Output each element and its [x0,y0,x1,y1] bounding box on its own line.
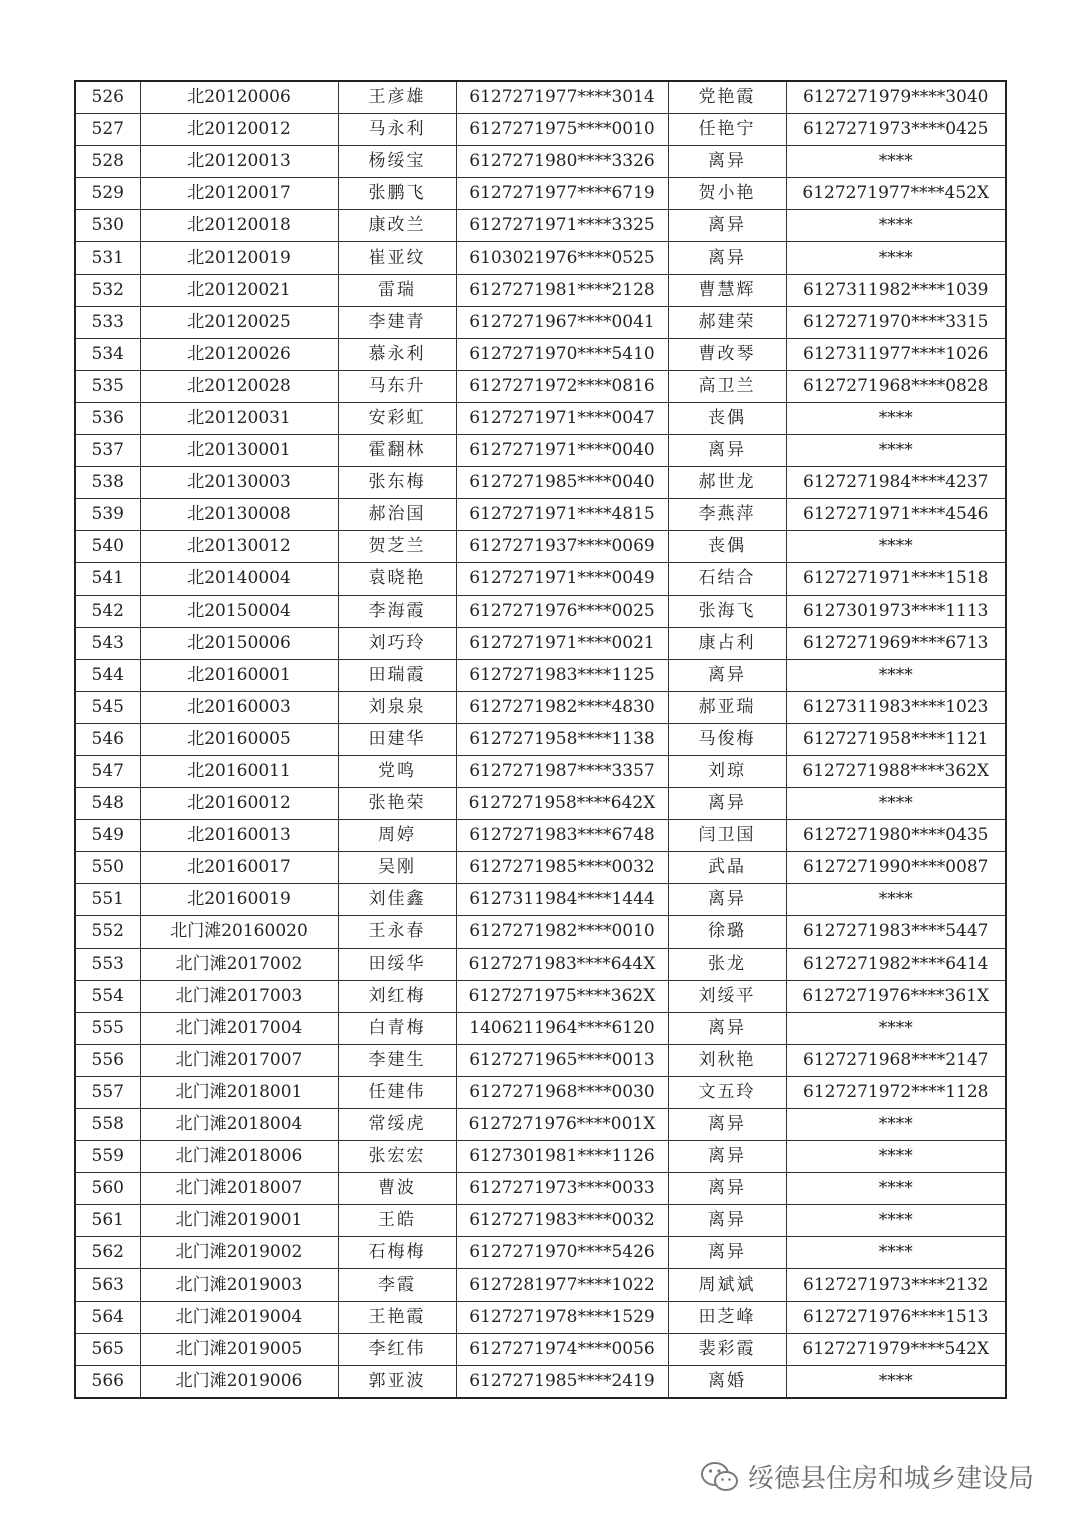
spouse-id-number: **** [786,659,1006,691]
table-row [75,435,1006,467]
applicant-name: 刘红梅 [338,980,456,1012]
spouse-id-number: 6127311977****1026 [786,338,1006,370]
spouse-id-number: 6127311983****1023 [786,691,1006,723]
table-row [75,1365,1006,1398]
spouse-id-number: 6127271973****0425 [786,114,1006,146]
applicant-id-number: 6127281977****1022 [456,1269,668,1301]
spouse-name: 曹改琴 [668,338,786,370]
row-number: 560 [75,1173,140,1205]
row-number: 541 [75,563,140,595]
spouse-name: 李燕萍 [668,499,786,531]
row-number: 545 [75,691,140,723]
household-id: 北20140004 [140,563,338,595]
row-number: 540 [75,531,140,563]
row-number: 531 [75,242,140,274]
table-row [75,659,1006,691]
spouse-name: 离婚 [668,1365,786,1398]
household-id: 北20130001 [140,435,338,467]
applicant-name: 吴刚 [338,852,456,884]
spouse-id-number: 6127271984****4237 [786,467,1006,499]
applicant-id-number: 6127271981****2128 [456,274,668,306]
applicant-id-number: 6127311984****1444 [456,884,668,916]
table-row [75,467,1006,499]
row-number: 564 [75,1301,140,1333]
household-id: 北门滩20160020 [140,916,338,948]
household-id: 北20120012 [140,114,338,146]
spouse-name: 离异 [668,659,786,691]
household-id: 北门滩2018006 [140,1141,338,1173]
applicant-name: 刘泉泉 [338,691,456,723]
table-row [75,402,1006,434]
spouse-name: 离异 [668,435,786,467]
row-number: 559 [75,1141,140,1173]
applicant-id-number: 6127271982****0010 [456,916,668,948]
table-row [75,788,1006,820]
spouse-name: 刘秋艳 [668,1044,786,1076]
table-row [75,1269,1006,1301]
applicant-name: 曹波 [338,1173,456,1205]
spouse-id-number: 6127271982****6414 [786,948,1006,980]
applicant-name: 杨绥宝 [338,146,456,178]
applicant-name: 崔亚纹 [338,242,456,274]
spouse-id-number: **** [786,1109,1006,1141]
row-number: 563 [75,1269,140,1301]
applicant-id-number: 6127271972****0816 [456,370,668,402]
applicant-name: 贺芝兰 [338,531,456,563]
spouse-id-number: **** [786,1237,1006,1269]
applicant-id-number: 6127271971****0021 [456,627,668,659]
table-row [75,852,1006,884]
spouse-name: 文五玲 [668,1076,786,1108]
spouse-id-number: **** [786,402,1006,434]
applicant-id-number: 6127271958****642X [456,788,668,820]
spouse-id-number: 6127271968****2147 [786,1044,1006,1076]
table-row [75,210,1006,242]
spouse-id-number: 6127271958****1121 [786,723,1006,755]
table-row [75,114,1006,146]
table-row [75,1173,1006,1205]
table-row [75,242,1006,274]
applicant-id-number: 6127271968****0030 [456,1076,668,1108]
spouse-id-number: 6127271983****5447 [786,916,1006,948]
applicant-id-number: 6127271970****5426 [456,1237,668,1269]
spouse-name: 党艳霞 [668,81,786,114]
household-roster-table [74,80,1007,1399]
applicant-id-number: 6127271983****0032 [456,1205,668,1237]
row-number: 526 [75,81,140,114]
table-row [75,691,1006,723]
household-id: 北20150004 [140,595,338,627]
row-number: 547 [75,755,140,787]
spouse-name: 裴彩霞 [668,1333,786,1365]
household-id: 北20120028 [140,370,338,402]
household-id: 北门滩2018004 [140,1109,338,1141]
applicant-name: 张鹏飞 [338,178,456,210]
row-number: 546 [75,723,140,755]
applicant-id-number: 6103021976****0525 [456,242,668,274]
applicant-id-number: 6127271976****001X [456,1109,668,1141]
spouse-id-number: 6127271973****2132 [786,1269,1006,1301]
row-number: 529 [75,178,140,210]
table-row [75,595,1006,627]
household-id: 北门滩2019004 [140,1301,338,1333]
row-number: 557 [75,1076,140,1108]
row-number: 534 [75,338,140,370]
applicant-id-number: 6127271971****4815 [456,499,668,531]
applicant-id-number: 6127271977****3014 [456,81,668,114]
row-number: 555 [75,1012,140,1044]
applicant-name: 王皓 [338,1205,456,1237]
applicant-id-number: 6127271937****0069 [456,531,668,563]
applicant-name: 李霞 [338,1269,456,1301]
spouse-name: 离异 [668,146,786,178]
household-id: 北20130003 [140,467,338,499]
household-id: 北门滩2017002 [140,948,338,980]
applicant-name: 慕永利 [338,338,456,370]
table-row [75,338,1006,370]
table-row [75,178,1006,210]
household-id: 北门滩2019006 [140,1365,338,1398]
table-row [75,499,1006,531]
applicant-name: 张艳荣 [338,788,456,820]
applicant-name: 郭亚波 [338,1365,456,1398]
applicant-id-number: 6127271974****0056 [456,1333,668,1365]
table-row [75,948,1006,980]
table-row [75,81,1006,114]
household-id: 北20160012 [140,788,338,820]
spouse-name: 离异 [668,1237,786,1269]
household-id: 北门滩2019005 [140,1333,338,1365]
household-id: 北20120026 [140,338,338,370]
spouse-id-number: **** [786,1012,1006,1044]
row-number: 550 [75,852,140,884]
spouse-name: 武晶 [668,852,786,884]
applicant-id-number: 6127271971****0049 [456,563,668,595]
household-id: 北20120019 [140,242,338,274]
row-number: 542 [75,595,140,627]
table-row [75,755,1006,787]
spouse-name: 张龙 [668,948,786,980]
applicant-name: 任建伟 [338,1076,456,1108]
applicant-id-number: 6127271971****0040 [456,435,668,467]
spouse-name: 离异 [668,1205,786,1237]
applicant-name: 田绥华 [338,948,456,980]
spouse-name: 离异 [668,1109,786,1141]
spouse-name: 离异 [668,242,786,274]
spouse-id-number: 6127271968****0828 [786,370,1006,402]
spouse-id-number: **** [786,1141,1006,1173]
applicant-name: 马永利 [338,114,456,146]
table-row [75,916,1006,948]
applicant-id-number: 6127271985****0032 [456,852,668,884]
spouse-name: 丧偶 [668,402,786,434]
table-row [75,1333,1006,1365]
applicant-id-number: 6127271983****1125 [456,659,668,691]
household-id: 北20160011 [140,755,338,787]
applicant-id-number: 1406211964****6120 [456,1012,668,1044]
spouse-name: 离异 [668,210,786,242]
spouse-id-number: **** [786,242,1006,274]
applicant-name: 李建生 [338,1044,456,1076]
applicant-name: 张东梅 [338,467,456,499]
spouse-name: 徐璐 [668,916,786,948]
spouse-name: 离异 [668,788,786,820]
applicant-name: 安彩虹 [338,402,456,434]
spouse-name: 田芝峰 [668,1301,786,1333]
row-number: 537 [75,435,140,467]
household-id: 北20120017 [140,178,338,210]
household-id: 北门滩2019002 [140,1237,338,1269]
household-id: 北20120013 [140,146,338,178]
applicant-id-number: 6127271985****0040 [456,467,668,499]
applicant-id-number: 6127271971****0047 [456,402,668,434]
table-row [75,146,1006,178]
applicant-id-number: 6127271985****2419 [456,1365,668,1398]
spouse-id-number: **** [786,210,1006,242]
spouse-id-number: 6127271988****362X [786,755,1006,787]
spouse-id-number: **** [786,1173,1006,1205]
applicant-id-number: 6127271975****0010 [456,114,668,146]
table-row [75,563,1006,595]
household-id: 北20120025 [140,306,338,338]
household-id: 北门滩2019001 [140,1205,338,1237]
spouse-name: 离异 [668,1173,786,1205]
household-id: 北20120031 [140,402,338,434]
household-id: 北20120018 [140,210,338,242]
applicant-name: 田建华 [338,723,456,755]
wechat-icon [700,1460,740,1494]
table-row [75,531,1006,563]
applicant-name: 王永春 [338,916,456,948]
spouse-name: 闫卫国 [668,820,786,852]
applicant-id-number: 6127271980****3326 [456,146,668,178]
applicant-name: 张宏宏 [338,1141,456,1173]
spouse-id-number: **** [786,435,1006,467]
spouse-id-number: **** [786,146,1006,178]
applicant-name: 田瑞霞 [338,659,456,691]
applicant-id-number: 6127271965****0013 [456,1044,668,1076]
spouse-name: 石结合 [668,563,786,595]
applicant-id-number: 6127271971****3325 [456,210,668,242]
spouse-id-number: **** [786,1205,1006,1237]
row-number: 536 [75,402,140,434]
applicant-name: 康改兰 [338,210,456,242]
household-id: 北20150006 [140,627,338,659]
household-id: 北20160001 [140,659,338,691]
table-row [75,1205,1006,1237]
table-row [75,1044,1006,1076]
applicant-name: 雷瑞 [338,274,456,306]
row-number: 539 [75,499,140,531]
row-number: 562 [75,1237,140,1269]
spouse-id-number: 6127271977****452X [786,178,1006,210]
applicant-id-number: 6127271967****0041 [456,306,668,338]
applicant-id-number: 6127271958****1138 [456,723,668,755]
applicant-name: 霍翻林 [338,435,456,467]
spouse-name: 张海飞 [668,595,786,627]
household-id: 北门滩2019003 [140,1269,338,1301]
applicant-id-number: 6127271978****1529 [456,1301,668,1333]
spouse-id-number: 6127271976****1513 [786,1301,1006,1333]
applicant-name: 马东升 [338,370,456,402]
applicant-id-number: 6127301981****1126 [456,1141,668,1173]
applicant-name: 李海霞 [338,595,456,627]
household-id: 北门滩2018007 [140,1173,338,1205]
spouse-name: 离异 [668,1012,786,1044]
row-number: 556 [75,1044,140,1076]
row-number: 549 [75,820,140,852]
applicant-id-number: 6127271975****362X [456,980,668,1012]
table-row [75,274,1006,306]
spouse-id-number: 6127271972****1128 [786,1076,1006,1108]
applicant-name: 李建青 [338,306,456,338]
spouse-name: 离异 [668,884,786,916]
applicant-name: 周婷 [338,820,456,852]
row-number: 544 [75,659,140,691]
applicant-name: 白青梅 [338,1012,456,1044]
table-row [75,723,1006,755]
spouse-name: 离异 [668,1141,786,1173]
row-number: 554 [75,980,140,1012]
spouse-id-number: 6127271979****3040 [786,81,1006,114]
row-number: 566 [75,1365,140,1398]
row-number: 551 [75,884,140,916]
spouse-name: 刘琼 [668,755,786,787]
spouse-name: 任艳宁 [668,114,786,146]
row-number: 532 [75,274,140,306]
spouse-id-number: 6127301973****1113 [786,595,1006,627]
applicant-name: 石梅梅 [338,1237,456,1269]
applicant-id-number: 6127271987****3357 [456,755,668,787]
table-row [75,306,1006,338]
applicant-name: 王艳霞 [338,1301,456,1333]
applicant-id-number: 6127271973****0033 [456,1173,668,1205]
table-row [75,370,1006,402]
spouse-id-number: 6127271976****361X [786,980,1006,1012]
spouse-name: 贺小艳 [668,178,786,210]
applicant-id-number: 6127271982****4830 [456,691,668,723]
spouse-name: 郝建荣 [668,306,786,338]
row-number: 558 [75,1109,140,1141]
row-number: 565 [75,1333,140,1365]
spouse-name: 郝世龙 [668,467,786,499]
spouse-id-number: 6127271980****0435 [786,820,1006,852]
applicant-id-number: 6127271977****6719 [456,178,668,210]
table-row [75,1012,1006,1044]
table-row [75,1109,1006,1141]
applicant-name: 郝治国 [338,499,456,531]
spouse-id-number: 6127271990****0087 [786,852,1006,884]
household-id: 北20120006 [140,81,338,114]
applicant-name: 刘巧玲 [338,627,456,659]
table-row [75,627,1006,659]
table-row [75,884,1006,916]
row-number: 533 [75,306,140,338]
household-id: 北20160017 [140,852,338,884]
row-number: 530 [75,210,140,242]
roster-body [75,81,1006,1398]
household-id: 北20120021 [140,274,338,306]
row-number: 527 [75,114,140,146]
row-number: 553 [75,948,140,980]
spouse-name: 丧偶 [668,531,786,563]
spouse-id-number: 6127271971****1518 [786,563,1006,595]
applicant-id-number: 6127271970****5410 [456,338,668,370]
row-number: 528 [75,146,140,178]
table-row [75,1076,1006,1108]
spouse-name: 刘绥平 [668,980,786,1012]
applicant-name: 常绥虎 [338,1109,456,1141]
table-row [75,820,1006,852]
applicant-id-number: 6127271983****644X [456,948,668,980]
household-id: 北20160019 [140,884,338,916]
row-number: 552 [75,916,140,948]
spouse-id-number: 6127311982****1039 [786,274,1006,306]
applicant-name: 李红伟 [338,1333,456,1365]
household-id: 北20160003 [140,691,338,723]
household-id: 北门滩2017004 [140,1012,338,1044]
applicant-name: 王彦雄 [338,81,456,114]
spouse-name: 曹慧辉 [668,274,786,306]
table-row [75,980,1006,1012]
spouse-id-number: **** [786,1365,1006,1398]
spouse-name: 高卫兰 [668,370,786,402]
household-id: 北20160005 [140,723,338,755]
spouse-name: 马俊梅 [668,723,786,755]
spouse-id-number: 6127271969****6713 [786,627,1006,659]
spouse-id-number: 6127271979****542X [786,1333,1006,1365]
row-number: 548 [75,788,140,820]
applicant-name: 党鸣 [338,755,456,787]
spouse-id-number: 6127271970****3315 [786,306,1006,338]
household-id: 北20130012 [140,531,338,563]
household-id: 北20160013 [140,820,338,852]
spouse-name: 郝亚瑞 [668,691,786,723]
household-id: 北门滩2018001 [140,1076,338,1108]
applicant-name: 袁晓艳 [338,563,456,595]
spouse-id-number: **** [786,788,1006,820]
row-number: 538 [75,467,140,499]
spouse-id-number: 6127271971****4546 [786,499,1006,531]
applicant-name: 刘佳鑫 [338,884,456,916]
applicant-id-number: 6127271983****6748 [456,820,668,852]
watermark [700,1458,1034,1495]
spouse-name: 康占利 [668,627,786,659]
watermark-text: 绥德县住房和城乡建设局 [748,1464,1035,1494]
household-id: 北门滩2017007 [140,1044,338,1076]
spouse-name: 周斌斌 [668,1269,786,1301]
row-number: 535 [75,370,140,402]
table-row [75,1237,1006,1269]
spouse-id-number: **** [786,884,1006,916]
household-id: 北门滩2017003 [140,980,338,1012]
spouse-id-number: **** [786,531,1006,563]
row-number: 543 [75,627,140,659]
applicant-id-number: 6127271976****0025 [456,595,668,627]
row-number: 561 [75,1205,140,1237]
table-row [75,1141,1006,1173]
household-id: 北20130008 [140,499,338,531]
table-row [75,1301,1006,1333]
